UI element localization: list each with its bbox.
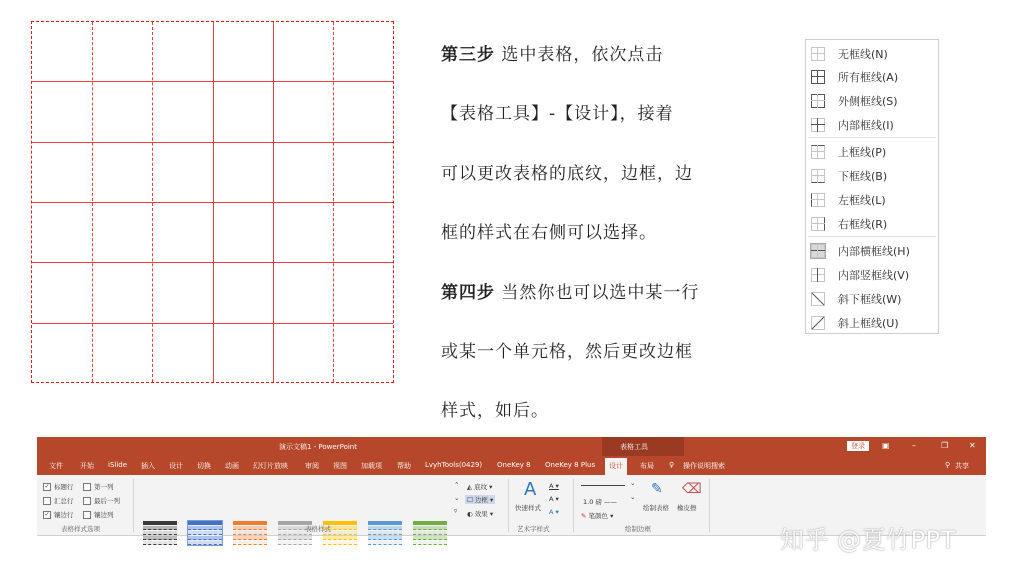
tell-me-search[interactable]: 操作说明搜索 [683,462,725,470]
menu-item-right-border[interactable] [806,212,938,235]
group-separator [508,479,509,532]
menu-item-label: 内部横框线(H) [838,244,910,258]
table-style-thumbnail[interactable] [143,521,177,545]
minimize-icon[interactable]: – [912,441,916,450]
text-effects-icon[interactable]: A ▾ [549,508,559,516]
menu-item-bottom-border[interactable] [806,164,938,187]
group-separator [573,479,574,532]
tab-review[interactable]: 审阅 [305,462,319,470]
tab-help[interactable]: 帮助 [397,462,411,470]
borders-button[interactable]: ☐ 边框 ▾ [467,496,494,504]
menu-item-label: 上框线(P) [838,145,887,159]
paragraph-text: 可以更改表格的底纹，边框，边 [441,163,693,184]
menu-item-label: 无框线(N) [838,47,888,61]
paragraph-text: 当然你也可以选中某一行 [495,282,700,303]
menu-item-top-border[interactable] [806,140,938,163]
borders-label: 边框 [474,496,488,504]
grid-row-line [32,202,393,203]
menu-item-label: 斜下框线(W) [838,292,902,306]
group-label-draw-borders: 绘制边框 [625,525,651,533]
shading-label: 底纹 [474,483,488,491]
checkbox-label: 第一列 [94,483,114,491]
title-bar [37,437,986,456]
right-border-icon [811,217,825,231]
tab-islide[interactable]: iSlide [108,461,128,469]
pen-style-dropdown-icon[interactable]: ⌄ [630,479,636,487]
tab-transitions[interactable]: 切换 [197,462,211,470]
checkbox-label: 汇总行 [54,497,74,505]
menu-separator [808,236,936,237]
grid-row-line [32,142,393,143]
group-separator [709,479,710,532]
menu-item-inside-vertical-border[interactable] [806,263,938,286]
tab-view[interactable]: 视图 [333,462,347,470]
grid-row-line [32,262,393,263]
menu-item-label: 内部竖框线(V) [838,268,910,282]
group-label-wordart: 艺术字样式 [517,525,550,533]
draw-table-button[interactable]: 绘制表格 [643,504,669,512]
tab-addins[interactable]: 加载项 [361,462,382,470]
text-outline-icon[interactable]: A ▾ [549,495,559,503]
paragraph-text: 或某一个单元格，然后更改边框 [441,342,693,363]
gallery-down-icon[interactable]: ⌄ [454,494,460,502]
step-heading: 第三步 [441,45,495,65]
diagonal-up-border-icon [811,316,825,330]
ribbon-tab-bar [37,456,986,475]
menu-separator [808,137,936,138]
tab-lvyhtools[interactable]: LvyhTools(0429) [425,461,483,469]
menu-item-left-border[interactable] [806,188,938,211]
checkbox-header-row[interactable]: ✓ 标题行 [44,482,74,491]
menu-item-inside-horizontal-border[interactable] [806,239,938,262]
paragraph-line [441,204,741,263]
pen-color-label: 笔颜色 [588,512,609,520]
menu-item-label: 左框线(L) [838,193,886,207]
tab-insert[interactable]: 插入 [141,462,155,470]
shading-button[interactable]: ◭ 底纹 ▾ [467,483,493,491]
effects-label: 效果 [474,510,488,518]
tab-table-layout[interactable]: 布局 [640,462,654,470]
no-border-icon [811,47,825,61]
table-style-thumbnail[interactable] [368,521,402,545]
grid-row-line [32,81,393,82]
paragraph-line [441,145,741,204]
menu-item-no-border[interactable] [806,42,938,65]
login-button[interactable]: 登录 [847,441,869,451]
group-label-table-styles: 表格样式 [305,525,331,533]
checkbox-last-column[interactable] [83,496,120,505]
inside-borders-icon [811,118,825,132]
tab-file[interactable]: 文件 [49,462,63,470]
eraser-button[interactable]: 橡皮擦 [677,504,697,512]
restore-icon[interactable]: ❐ [941,441,949,450]
table-style-thumbnail[interactable] [233,521,267,545]
close-icon[interactable]: ✕ [969,441,976,450]
paragraph-text: 选中表格，依次点击 [495,45,664,65]
all-borders-icon [811,70,825,84]
tab-home[interactable]: 开始 [80,462,94,470]
inside-horizontal-border-icon [811,244,825,258]
checkbox-label: 镶边行 [54,511,74,519]
effects-button[interactable]: ◐ 效果 ▾ [467,510,494,518]
watermark-text: 知乎 @夏竹PPT [780,526,956,554]
share-button[interactable]: 共享 [955,462,969,470]
paragraph-line [441,26,741,85]
checkbox-label: 镶边列 [94,511,114,519]
outside-borders-icon [811,94,825,108]
menu-item-label: 右框线(R) [838,217,888,231]
pen-weight-select[interactable]: 1.0 磅 —— [583,498,617,506]
menu-item-label: 内部框线(I) [838,118,894,132]
paragraph-text: 框的样式在右侧可以选择。 [441,223,657,244]
left-border-icon [811,193,825,207]
pen-weight-dropdown-icon[interactable]: ⌄ [630,493,636,501]
pen-color-button[interactable]: ✎ 笔颜色 ▾ [581,512,614,520]
table-style-thumbnail[interactable] [413,521,447,545]
eraser-icon[interactable]: ⌫ [682,481,702,497]
top-border-icon [811,145,825,159]
quick-styles-icon[interactable]: A [524,479,537,500]
menu-item-diagonal-up-border[interactable] [806,311,938,334]
step-heading: 第四步 [441,282,495,303]
tab-onekey8[interactable]: OneKey 8 [497,461,531,469]
quick-styles-label[interactable]: 快速样式 [515,504,541,512]
paragraph-text: 样式，如后。 [441,401,549,422]
bottom-border-icon [811,169,825,183]
tab-animations[interactable]: 动画 [225,462,239,470]
menu-item-label: 所有框线(A) [838,70,899,84]
table-style-thumbnail[interactable] [188,521,222,545]
paragraph-line [441,264,741,323]
menu-item-label: 外侧框线(S) [838,94,898,108]
lightbulb-icon: ♀ [669,461,675,469]
borders-dropdown-menu [805,39,939,334]
grid-row-line [32,323,393,324]
gallery-more-icon[interactable]: ▿ [454,507,458,515]
menu-item-outside-borders[interactable] [806,89,938,112]
pen-weight-value: 1.0 磅 [583,498,602,506]
checkbox-banded-columns[interactable] [83,510,114,519]
gallery-up-icon[interactable]: ⌃ [454,481,460,489]
checkbox-banded-rows[interactable]: ✓ 镶边行 [44,510,74,519]
checkbox-label: 最后一列 [94,497,120,505]
menu-item-label: 下框线(B) [838,169,888,183]
tab-slideshow[interactable]: 幻灯片放映 [253,462,288,470]
menu-item-diagonal-down-border[interactable] [806,287,938,310]
text-fill-icon[interactable]: A ▾ [549,482,559,490]
paragraph-text: 【表格工具】-【设计】，接着 [441,104,674,125]
ribbon-display-icon[interactable]: ▣ [882,441,890,450]
tab-design[interactable]: 设计 [169,462,183,470]
tab-table-design[interactable]: 设计 [605,458,627,475]
tab-onekey8plus[interactable]: OneKey 8 Plus [545,461,596,469]
article-text [441,26,741,442]
menu-item-inside-borders[interactable] [806,113,938,136]
checkbox-label: 标题行 [54,483,74,491]
menu-item-label: 斜上框线(U) [838,316,899,330]
diagonal-down-border-icon [811,292,825,306]
context-title: 表格工具 [620,443,648,451]
window-title: 演示文稿1 - PowerPoint [279,443,357,451]
draw-table-icon[interactable]: ✎ [651,481,663,497]
paragraph-line [441,382,741,441]
group-label-table-style-options: 表格样式选项 [61,525,100,533]
share-icon[interactable]: ⚲ [945,461,951,469]
paragraph-line [441,323,741,382]
menu-item-all-borders[interactable] [806,65,938,88]
inside-vertical-border-icon [811,268,825,282]
paragraph-line [441,85,741,144]
group-separator [133,479,134,532]
table-grid-illustration [31,21,394,383]
checkbox-first-column[interactable] [83,482,114,491]
checkbox-total-row[interactable] [43,496,74,505]
pen-style-line[interactable] [581,485,625,486]
